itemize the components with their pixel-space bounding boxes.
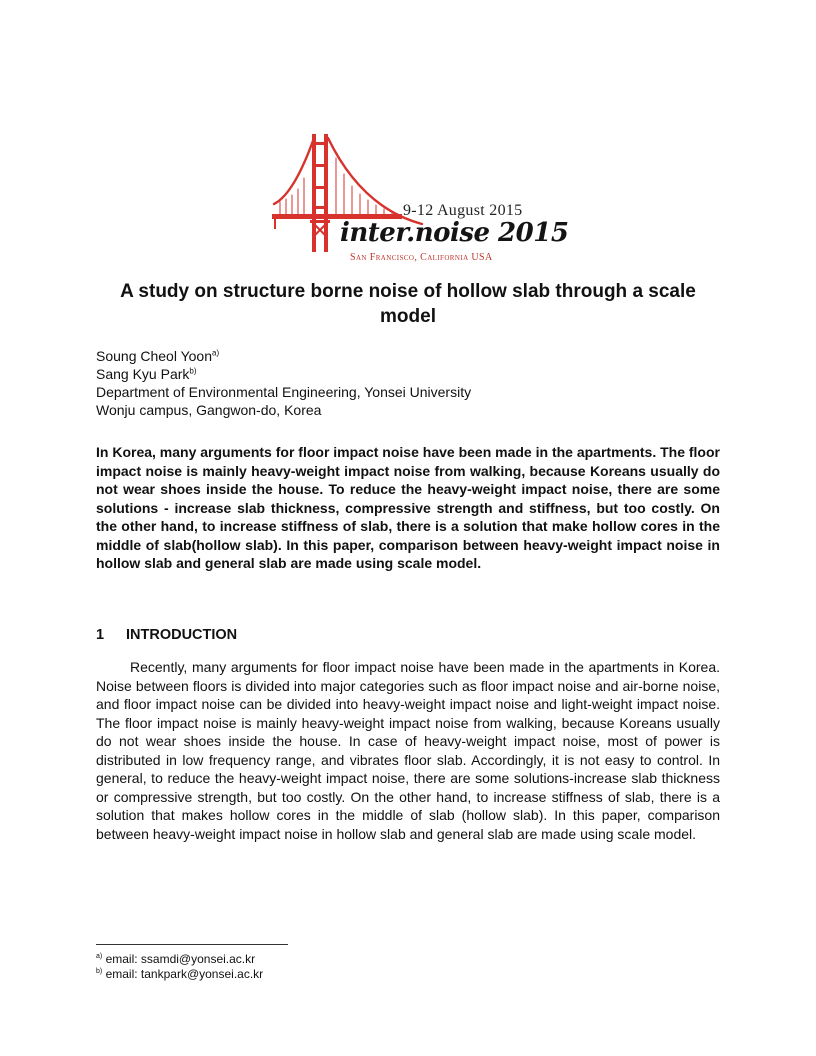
author-mark: a)	[212, 348, 220, 358]
footnote	[96, 967, 720, 982]
footnote-email: email: ssamdi@yonsei.ac.kr	[105, 952, 256, 966]
paper-title: A study on structure borne noise of hollow slab through a scale model	[120, 281, 696, 327]
author-location: Wonju campus, Gangwon-do, Korea	[96, 402, 322, 418]
abstract: In Korea, many arguments for floor impact noise have been made in the apartments. The floor impact noise is mainly heavy-weight impact noise from walking, because Koreans usually do not wear shoes inside the house. To reduce the heavy-weight impact noise, there are some solutions - increase slab thickness, compressive strength and stiffness, but too costly. On the other hand, to increase stiffness of slab, there is a solution that make hollow cores in the middle of slab(hollow slab). In this paper, comparison between heavy-weight impact noise in hollow slab and general slab are made using scale model.	[96, 444, 720, 571]
author-name: Sang Kyu Park	[96, 366, 190, 382]
section-title: INTRODUCTION	[126, 627, 238, 643]
conference-logo	[272, 128, 569, 268]
author-name: Soung Cheol Yoon	[96, 348, 212, 364]
conference-location: San Francisco, California USA	[350, 252, 493, 263]
section-number: 1	[96, 627, 105, 643]
author-block	[96, 347, 720, 419]
footnote-email: email: tankpark@yonsei.ac.kr	[105, 967, 264, 981]
author-mark: b)	[189, 366, 197, 376]
affiliation: Department of Environmental Engineering, Yonsei University	[96, 384, 472, 400]
footnote	[96, 952, 720, 967]
footnote-mark: a)	[96, 953, 103, 960]
section-heading	[96, 627, 720, 643]
author-1	[96, 347, 720, 365]
conference-name: inter.noise 2015	[340, 218, 569, 248]
footnotes	[96, 952, 720, 982]
introduction-paragraph: Recently, many arguments for floor impact noise have been made in the apartments in Korea. Noise between floors is divided into major categories such as floor impact noise and air-borne noise, and floor impact noise can be divided into heavy-weight impact noise and light-weight impact noise. The floor impact noise is mainly heavy-weight impact noise from walking, because Koreans usually do not wear shoes inside the house. In case of heavy-weight impact noise, most of power is distributed in low frequency range, and vibrates floor slab. Accordingly, it is not easy to control. In general, to reduce the heavy-weight impact noise, there are some solutions-increase slab thickness or compressive strength, but too costly. On the other hand, to increase stiffness of slab, there is a solution that makes hollow cores in the middle of slab (hollow slab). In this paper, comparison between heavy-weight impact noise in hollow slab and general slab are made using scale model.	[96, 659, 720, 842]
author-2	[96, 365, 720, 383]
conference-date: 9-12 August 2015	[403, 202, 523, 219]
footnote-divider	[96, 944, 288, 945]
footnote-mark: b)	[96, 968, 103, 975]
